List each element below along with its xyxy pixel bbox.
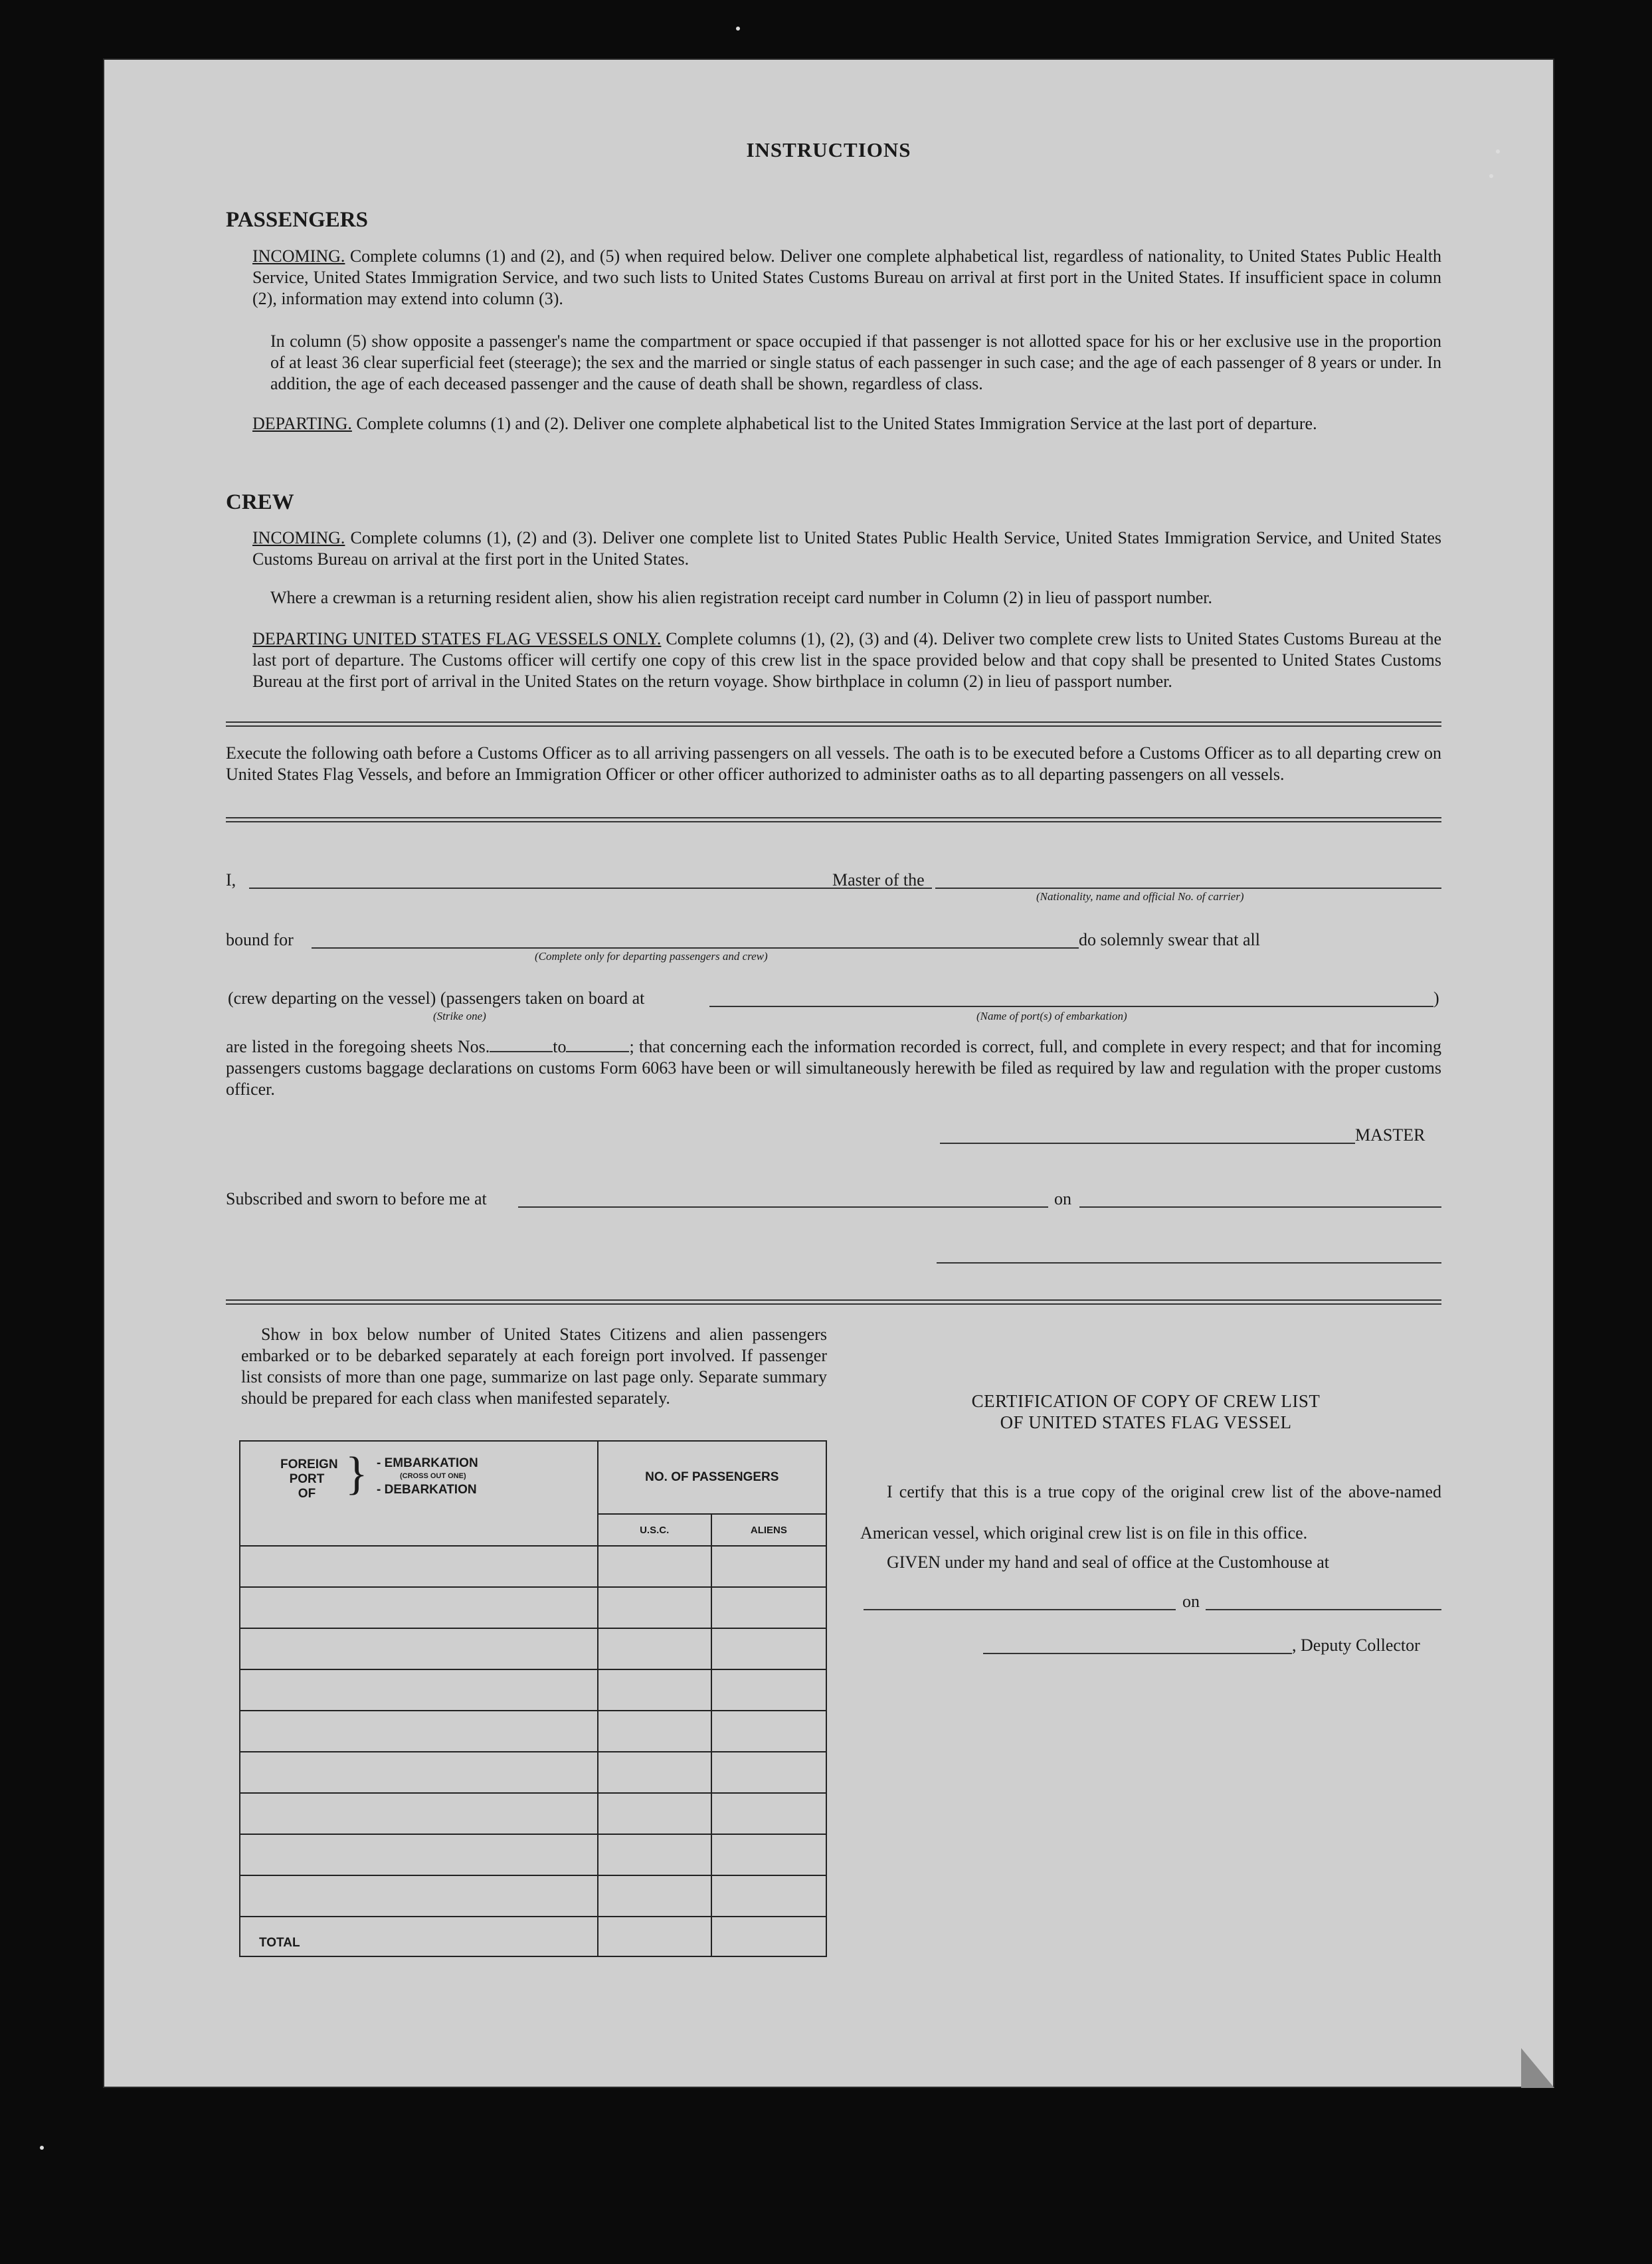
usc-cell[interactable] — [598, 1752, 711, 1793]
usc-cell[interactable] — [598, 1711, 711, 1752]
passengers-heading: PASSENGERS — [226, 208, 368, 232]
port-cell[interactable] — [240, 1793, 598, 1834]
port-cell[interactable] — [240, 1752, 598, 1793]
port-cell[interactable] — [240, 1628, 598, 1669]
aliens-cell[interactable] — [711, 1669, 826, 1711]
master-label: MASTER — [1355, 1125, 1425, 1145]
crew-departing-paragraph — [252, 628, 1441, 692]
scan-speck — [736, 27, 740, 31]
passengers-incoming-text: Complete columns (1) and (2), and (5) when required below. Deliver one complete alphabetical list, regardless of nationality, to United States Public Health Service, United States Immigration Service, and two such lists to United States Customs Bureau on arrival at first port in the United States. If insufficient space in column (2), information may extend into column (3). — [252, 246, 1441, 308]
aliens-cell[interactable] — [711, 1793, 826, 1834]
usc-cell[interactable] — [598, 1875, 711, 1917]
total-aliens-cell[interactable] — [711, 1917, 826, 1956]
foreign-port-label: FOREIGN PORT OF — [280, 1458, 338, 1501]
crew-incoming-text: Complete columns (1), (2) and (3). Deliver one complete list to United States Public Health Service, United States Immigration Service, and United States Customs Bureau on arrival at the first port in the United States. — [252, 528, 1442, 569]
passengers-incoming-lead: INCOMING. — [252, 246, 345, 266]
aliens-cell[interactable] — [711, 1875, 826, 1917]
crew-incoming-paragraph — [252, 527, 1441, 570]
aliens-cell[interactable] — [711, 1628, 826, 1669]
page-title: INSTRUCTIONS — [746, 138, 911, 161]
officer-signature-field[interactable] — [937, 1262, 1441, 1264]
scan-speck — [1496, 149, 1500, 153]
sheet-from-field[interactable] — [490, 1051, 553, 1052]
swear-text: do solemnly swear that all — [1079, 930, 1260, 949]
section-divider — [226, 721, 1441, 727]
crew-incoming-lead: INCOMING. — [252, 528, 345, 547]
port-cell[interactable] — [240, 1587, 598, 1628]
port-caption: (Name of port(s) of embarkation) — [976, 1010, 1127, 1022]
aliens-cell[interactable] — [711, 1752, 826, 1793]
strike-caption: (Strike one) — [433, 1010, 486, 1022]
passenger-summary-table — [239, 1440, 827, 1957]
subscribed-label: Subscribed and sworn to before me at — [226, 1189, 487, 1208]
passengers-departing-lead: DEPARTING. — [252, 414, 352, 433]
usc-cell[interactable] — [598, 1669, 711, 1711]
usc-cell[interactable] — [598, 1587, 711, 1628]
master-name-field[interactable] — [249, 888, 932, 889]
carrier-caption: (Nationality, name and official No. of carrier) — [1036, 890, 1244, 903]
crew-passengers-text: (crew departing on the vessel) (passengers taken on board at — [228, 989, 645, 1008]
sworn-on-label: on — [1054, 1189, 1071, 1208]
certification-date-field[interactable] — [1206, 1609, 1441, 1610]
cross-out-label: (CROSS OUT ONE) — [400, 1472, 466, 1480]
embarkation-port-field[interactable] — [709, 1006, 1433, 1007]
bound-for-caption: (Complete only for departing passengers and crew) — [535, 950, 768, 963]
to-label: to — [553, 1037, 567, 1056]
oath-intro: Execute the following oath before a Customs Officer as to all arriving passengers on all vessels. The oath is to be executed before a Customs Officer as to all departing crew on United States Flag Vessels, and before an Immigration Officer or other officer authorized to administer oaths as to all departing passengers on all vessels. — [226, 743, 1441, 784]
aliens-header: ALIENS — [711, 1514, 826, 1546]
deputy-signature-field[interactable] — [983, 1653, 1292, 1654]
listed-suffix: ; that concerning each the information recorded is correct, full, and complete in every respect; and that for incoming passengers customs baggage declarations on customs Form 6063 have been or will simultaneously herewith be filed as required by law and regulation with the proper customs officer. — [226, 1037, 1441, 1099]
certification-heading-line1: CERTIFICATION OF COPY OF CREW LIST — [971, 1391, 1321, 1411]
port-cell[interactable] — [240, 1875, 598, 1917]
aliens-cell[interactable] — [711, 1587, 826, 1628]
sworn-date-field[interactable] — [1079, 1206, 1441, 1208]
crew-heading: CREW — [226, 490, 294, 514]
usc-cell[interactable] — [598, 1628, 711, 1669]
no-of-passengers-header: NO. OF PASSENGERS — [598, 1441, 826, 1514]
sworn-place-field[interactable] — [518, 1206, 1048, 1208]
certification-heading-line2: OF UNITED STATES FLAG VESSEL — [1000, 1412, 1292, 1432]
port-cell[interactable] — [240, 1834, 598, 1875]
crew-alien-paragraph: Where a crewman is a returning resident alien, show his alien registration receipt card number in Column (2) in lieu of passport number. — [270, 588, 1213, 607]
bound-for-field[interactable] — [312, 947, 1079, 949]
crew-departing-text: Complete columns (1), (2), (3) and (4). Deliver two complete crew lists to United States Customs Bureau at the last port of departure. The Customs officer will certify one copy of this crew list in the space provided below and that copy shall be presented to United States Customs Bureau at the first port of arrival in the United States on the return voyage. Show birthplace in column (2) in lieu of passport number. — [252, 629, 1442, 691]
port-cell[interactable] — [240, 1711, 598, 1752]
certification-on-label: on — [1182, 1592, 1200, 1611]
scan-speck — [1489, 174, 1493, 178]
oath-i-label: I, — [226, 870, 236, 890]
aliens-cell[interactable] — [711, 1546, 826, 1587]
passengers-departing-text: Complete columns (1) and (2). Deliver one complete alphabetical list to the United States Immigration Service at the last port of departure. — [356, 414, 1317, 433]
master-of-the-label: Master of the — [832, 870, 925, 890]
certification-heading — [840, 1390, 1451, 1433]
sheet-to-field[interactable] — [566, 1051, 629, 1052]
port-cell[interactable] — [240, 1546, 598, 1587]
debarkation-label: - DEBARKATION — [377, 1483, 477, 1497]
port-cell[interactable] — [240, 1669, 598, 1711]
close-paren: ) — [1433, 989, 1439, 1008]
listed-paragraph — [226, 1036, 1441, 1100]
passengers-incoming-paragraph — [252, 246, 1441, 310]
usc-header: U.S.C. — [598, 1514, 711, 1546]
summary-instructions: Show in box below number of United States Citizens and alien passengers embarked or to be debarked separately at each foreign port involved. If passenger list consists of more than one page, summarize on last page only. Separate summary should be prepared for each class when manifested separately. — [241, 1325, 827, 1408]
embarkation-label: - EMBARKATION — [377, 1456, 478, 1470]
passengers-departing-paragraph — [252, 413, 1441, 434]
customhouse-field[interactable] — [864, 1609, 1176, 1610]
total-label: TOTAL — [240, 1917, 598, 1956]
given-text: GIVEN under my hand and seal of office at the Customhouse at — [887, 1553, 1329, 1572]
brace-icon: } — [345, 1448, 368, 1499]
deputy-collector-label: , Deputy Collector — [1292, 1636, 1420, 1655]
port-header-cell — [240, 1441, 598, 1546]
usc-cell[interactable] — [598, 1793, 711, 1834]
document-page — [103, 58, 1554, 2088]
total-usc-cell[interactable] — [598, 1917, 711, 1956]
master-signature-field[interactable] — [940, 1143, 1355, 1144]
section-divider — [226, 817, 1441, 822]
usc-cell[interactable] — [598, 1546, 711, 1587]
bound-for-label: bound for — [226, 930, 294, 949]
scan-speck — [40, 2146, 44, 2150]
section-divider — [226, 1299, 1441, 1305]
aliens-cell[interactable] — [711, 1711, 826, 1752]
carrier-field[interactable] — [935, 888, 1441, 889]
listed-prefix: are listed in the foregoing sheets Nos. — [226, 1037, 490, 1056]
crew-departing-lead: DEPARTING UNITED STATES FLAG VESSELS ONLY. — [252, 629, 662, 648]
certification-text: I certify that this is a true copy of the original crew list of the above-named American vessel, which original crew list is on file in this office. — [860, 1482, 1441, 1543]
aliens-cell[interactable] — [711, 1834, 826, 1875]
usc-cell[interactable] — [598, 1834, 711, 1875]
passengers-column5-paragraph: In column (5) show opposite a passenger's name the compartment or space occupied if that passenger is not allotted space for his or her exclusive use in the proportion of at least 36 clear superficial feet (steerage); the sex and the married or single status of each passenger in such case; and the age of each passenger of 8 years or under. In addition, the age of each deceased passenger and the cause of death shall be shown, regardless of class. — [270, 331, 1441, 393]
